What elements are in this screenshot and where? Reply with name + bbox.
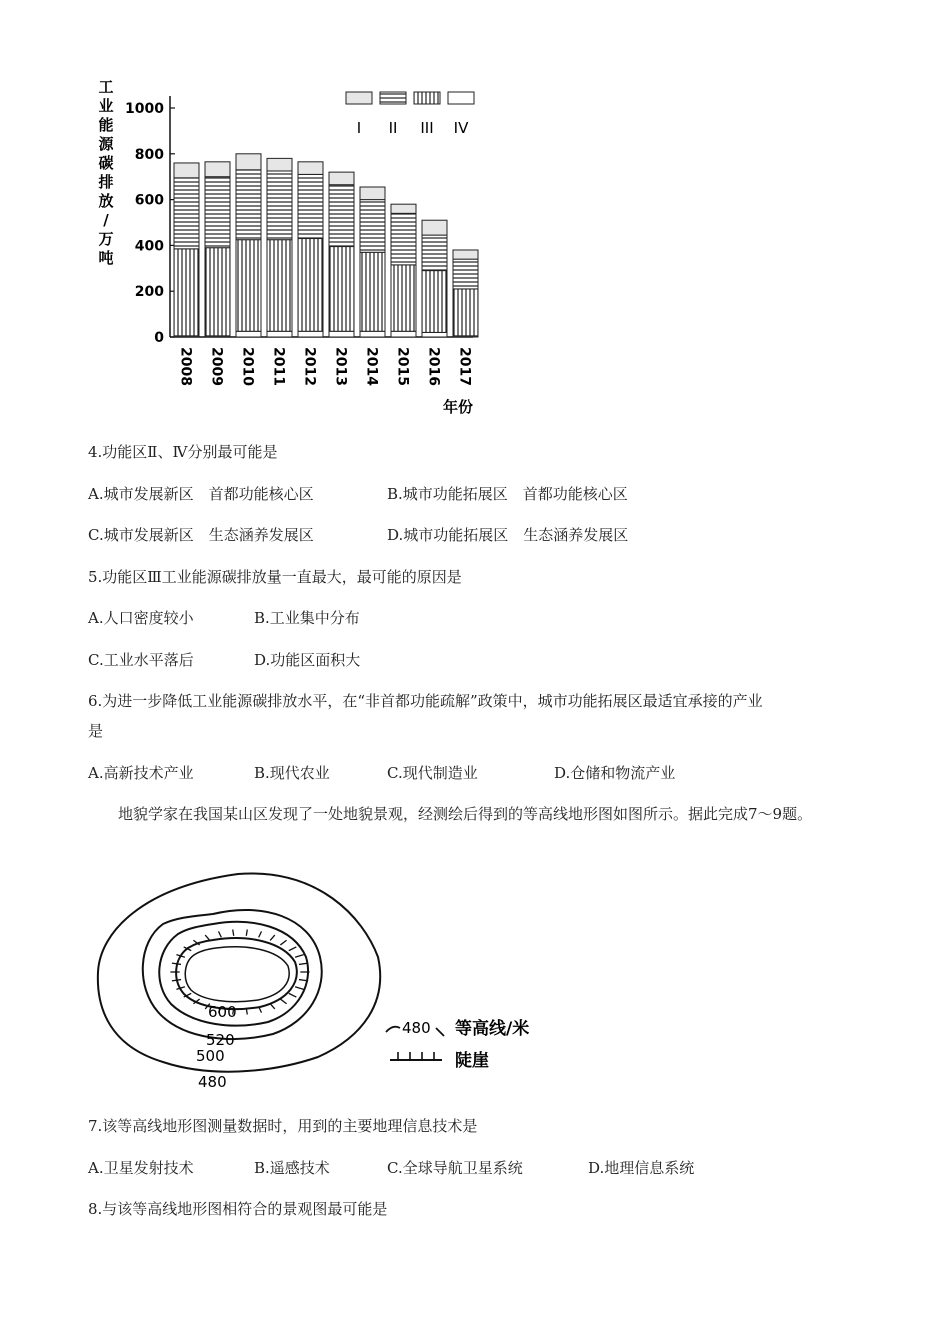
q5-option-b[interactable]: B.工业集中分布 (254, 609, 360, 627)
q6-option-a[interactable]: A.高新技术产业 (88, 764, 194, 782)
legend-cliff-text: 陡崖 (455, 1051, 489, 1071)
q5-option-d[interactable]: D.功能区面积大 (254, 651, 361, 669)
cliff-tick (270, 935, 275, 940)
y-label-char: 业 (98, 97, 114, 115)
bars (174, 154, 478, 337)
q4-option-c[interactable]: C.城市发展新区 生态涵养发展区 (88, 526, 314, 544)
bar-segment-IV-2015 (391, 331, 416, 337)
y-tick-label: 400 (134, 238, 164, 255)
q4-option-b[interactable]: B.城市功能拓展区 首都功能核心区 (387, 485, 628, 503)
bar-segment-II-2014 (360, 200, 385, 253)
contour-map (88, 862, 548, 1097)
bar-segment-I-2009 (205, 162, 230, 177)
bar-segment-I-2015 (391, 204, 416, 213)
legend (346, 92, 474, 137)
q4-option-d[interactable]: D.城市功能拓展区 生态涵养发展区 (387, 526, 629, 544)
question-8-stem: 8.与该等高线地形图相符合的景观图最可能是 (88, 1200, 388, 1218)
contour-480 (98, 873, 380, 1071)
cliff-tick (205, 935, 210, 940)
y-label-char: 万 (98, 230, 114, 248)
cliff-tick (172, 963, 181, 964)
contour-label-500: 500 (196, 1047, 225, 1065)
bar-segment-IV-2012 (298, 331, 323, 337)
cliff-tick (246, 930, 247, 936)
y-axis-label (98, 78, 114, 267)
q6-option-b[interactable]: B.现代农业 (254, 764, 330, 782)
x-tick-label: 2014 (363, 347, 380, 386)
cliff-tick (280, 940, 286, 945)
question-6-stem-line2: 是 (88, 722, 104, 740)
bar-segment-II-2012 (298, 174, 323, 238)
legend-contour-value: 480 (402, 1019, 431, 1037)
cliff-tick (295, 987, 303, 990)
bar-segment-III-2011 (267, 240, 292, 332)
q5-option-a[interactable]: A.人口密度较小 (88, 609, 194, 627)
bar-segment-III-2008 (174, 249, 199, 336)
cliff-tick (218, 931, 221, 937)
x-tick-label: 2017 (456, 347, 473, 386)
bar-segment-II-2017 (453, 259, 478, 289)
bar-segment-III-2017 (453, 289, 478, 336)
y-tick-label: 1000 (125, 101, 164, 117)
bar-segment-I-2012 (298, 162, 323, 175)
bar-segment-II-2013 (329, 185, 354, 247)
bar-segment-IV-2013 (329, 331, 354, 337)
y-label-char: 能 (98, 116, 114, 134)
bar-segment-II-2016 (422, 235, 447, 270)
bar-segment-III-2009 (205, 248, 230, 336)
y-tick-label: 200 (134, 284, 164, 301)
legend-swatch-IV (448, 92, 474, 104)
bar-segment-II-2009 (205, 177, 230, 248)
bar-segment-III-2013 (329, 247, 354, 332)
x-tick-label: 2008 (177, 347, 194, 386)
legend-swatch-III (414, 92, 440, 104)
bar-segment-I-2008 (174, 163, 199, 178)
x-tick-label: 2010 (239, 347, 256, 386)
bar-segment-III-2012 (298, 239, 323, 332)
x-tick-label: 2009 (208, 347, 225, 386)
legend-contour-line-end (436, 1028, 444, 1036)
cliff-tick (289, 947, 297, 951)
bar-segment-II-2011 (267, 171, 292, 240)
q7-option-c[interactable]: C.全球导航卫星系统 (387, 1159, 523, 1177)
legend-cliff-symbol (390, 1052, 442, 1060)
legend-swatch-II (380, 92, 406, 104)
x-axis-label: 年份 (442, 398, 474, 416)
legend-contour-text: 等高线/米 (455, 1019, 530, 1039)
y-label-char: 工 (98, 78, 114, 96)
contour-label-600: 600 (208, 1003, 237, 1021)
y-label-char: 源 (98, 135, 114, 153)
contour-600 (176, 938, 297, 1009)
bar-segment-II-2010 (236, 170, 261, 240)
contour-label-480: 480 (198, 1073, 227, 1091)
bar-segment-I-2014 (360, 187, 385, 200)
legend-label-IV: IV (453, 119, 469, 137)
bar-segment-I-2010 (236, 154, 261, 170)
cliff-tick (270, 1004, 275, 1009)
bar-segment-III-2014 (360, 252, 385, 331)
y-label-char: 排 (98, 173, 114, 191)
x-tick-label: 2012 (301, 347, 318, 386)
bar-chart (88, 72, 488, 417)
question-4-stem: 4.功能区Ⅱ、Ⅳ分别最可能是 (88, 443, 278, 461)
cliff-tick (172, 980, 181, 981)
contour-inner (185, 947, 289, 1002)
q7-option-a[interactable]: A.卫星发射技术 (88, 1159, 194, 1177)
q5-option-c[interactable]: C.工业水平落后 (88, 651, 194, 669)
y-label-char: 碳 (98, 154, 114, 172)
question-7-stem: 7.该等高线地形图测量数据时，用到的主要地理信息技术是 (88, 1117, 478, 1135)
q4-option-a[interactable]: A.城市发展新区 首都功能核心区 (88, 485, 314, 503)
y-label-char: 吨 (98, 249, 114, 267)
y-label-char: 放 (98, 192, 114, 210)
bar-segment-I-2017 (453, 250, 478, 259)
legend-label-II: II (388, 119, 398, 137)
bar-segment-IV-2014 (360, 331, 385, 337)
contour-label-520: 520 (206, 1031, 235, 1049)
question-5-stem: 5.功能区Ⅲ工业能源碳排放量一直最大，最可能的原因是 (88, 568, 462, 586)
cliff-tick (233, 930, 234, 936)
intro-paragraph: 地貌学家在我国某山区发现了一处地貌景观，经测绘后得到的等高线地形图如图所示。据此完成7～9题。 (118, 805, 813, 823)
bar-segment-III-2016 (422, 271, 447, 333)
legend-swatch-I (346, 92, 372, 104)
cliff-tick (280, 999, 286, 1004)
question-6-stem-line1: 6.为进一步降低工业能源碳排放水平，在“非首都功能疏解”政策中，城市功能拓展区最适宜承接的产业 (88, 692, 763, 710)
legend-label-III: III (420, 119, 434, 137)
x-axis-ticks (178, 347, 473, 386)
legend-contour-line (386, 1027, 400, 1032)
y-tick-label: 0 (154, 330, 164, 346)
bar-segment-I-2016 (422, 220, 447, 235)
bar-segment-I-2011 (267, 158, 292, 171)
y-tick-label: 600 (134, 192, 164, 209)
y-label-char: / (103, 211, 109, 229)
q6-option-d[interactable]: D.仓储和物流产业 (554, 764, 676, 782)
q7-option-b[interactable]: B.遥感技术 (254, 1159, 330, 1177)
x-tick-label: 2011 (270, 347, 287, 386)
bar-segment-IV-2016 (422, 332, 447, 337)
q6-option-c[interactable]: C.现代制造业 (387, 764, 478, 782)
bar-segment-IV-2011 (267, 331, 292, 337)
cliff-tick (295, 955, 303, 958)
bar-segment-I-2013 (329, 172, 354, 185)
cliff-tick (289, 993, 297, 997)
bar-segment-IV-2010 (236, 331, 261, 337)
bar-segment-III-2010 (236, 240, 261, 332)
q7-option-d[interactable]: D.地理信息系统 (588, 1159, 695, 1177)
bar-segment-III-2015 (391, 265, 416, 331)
legend-label-I: I (356, 119, 362, 137)
bar-segment-II-2015 (391, 213, 416, 265)
cliff-tick (259, 931, 262, 937)
bar-segment-II-2008 (174, 178, 199, 249)
x-tick-label: 2013 (332, 347, 349, 386)
x-tick-label: 2016 (425, 347, 442, 386)
y-tick-label: 800 (134, 146, 164, 163)
x-tick-label: 2015 (394, 347, 411, 386)
